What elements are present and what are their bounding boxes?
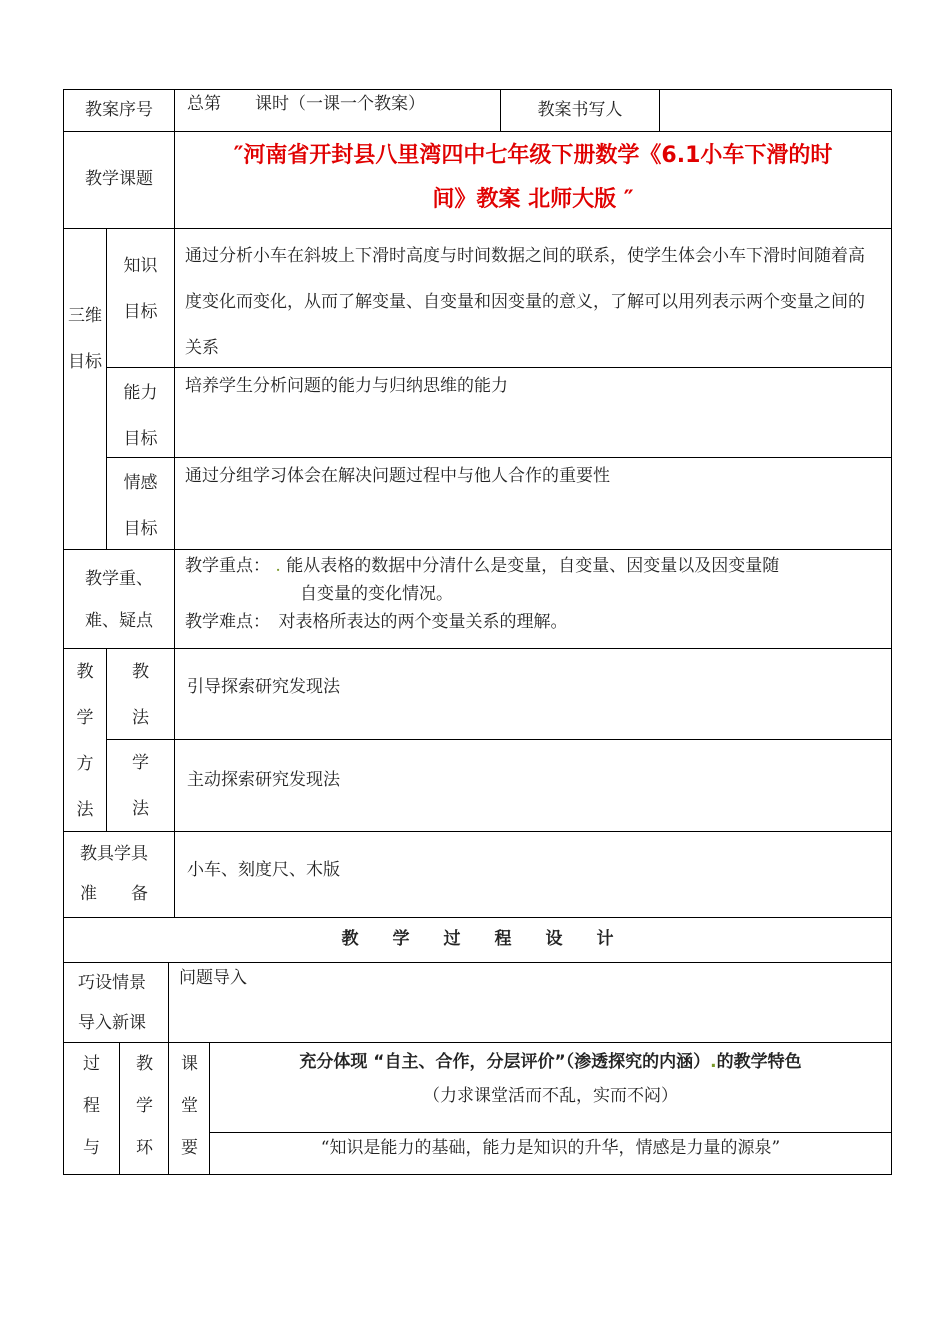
feature-cell [209,1042,892,1133]
keypoints-content [174,549,892,649]
bullet-dot: . [275,556,281,576]
emotion-label: 情感目标 [106,457,175,550]
tools-label-line1: 教具学具 [80,844,148,864]
learn-method-text: 主动探索研究发现法 [174,739,892,832]
intro-label: 巧设情景导入新课 [63,962,169,1043]
tools-label-line2: 准 备 [80,884,148,904]
knowledge-text: 通过分析小车在斜坡上下滑时高度与时间数据之间的联系，使学生体会小车下滑时间随着高度变化而变化，从而了解变量、自变量和因变量的意义，了解可以用列表示两个变量之间的关系 [174,228,892,368]
topic-title-line2: 间》教案 北师大版 ″ [432,187,634,212]
focus-text1: 能从表格的数据中分清什么是变量，自变量、因变量以及因变量随 [286,556,780,576]
writer-label: 教案书写人 [500,89,660,132]
process-col2: 教学环 [119,1042,169,1175]
focus-text2: 自变量的变化情况。 [300,584,453,604]
learn-method-label: 学法 [106,739,175,832]
keypoints-label: 教学重、难、疑点 [63,549,175,649]
tools-text: 小车、刻度尺、木版 [174,831,892,918]
teach-method-text: 引导探索研究发现法 [174,648,892,740]
tools-label [63,831,175,918]
feature-dot: . [710,1052,717,1072]
focus-label: 教学重点： [185,556,270,576]
ability-label: 能力目标 [106,367,175,458]
difficulty-text: 对表格所表达的两个变量关系的理解。 [278,612,568,632]
goals-group-label: 三维目标 [63,228,107,550]
emotion-text: 通过分组学习体会在解决问题过程中与他人合作的重要性 [174,457,892,550]
topic-title-line1: ″河南省开封县八里湾四中七年级下册数学《6.1小车下滑的时 [233,143,833,168]
feature-text-a: 充分体现 “自主、合作，分层评价”（渗透探究的内涵） [299,1052,711,1072]
intro-text: 问题导入 [168,962,892,1043]
feature-subline: （力求课堂活而不乱，实而不闷） [423,1086,678,1106]
methods-group-label: 教学方法 [63,648,107,832]
process-col1: 过程与 [63,1042,120,1175]
topic-title [174,131,892,229]
quote-text: “知识是能力的基础，能力是知识的升华，情感是力量的源泉” [209,1132,892,1175]
period-text: 总第 课时（一课一个教案） [174,89,501,132]
seq-label: 教案序号 [63,89,175,132]
writer-value[interactable] [659,89,892,132]
teach-method-label: 教法 [106,648,175,740]
topic-label: 教学课题 [63,131,175,229]
process-title: 教 学 过 程 设 计 [63,917,892,963]
feature-text-b: 的教学特色 [716,1052,802,1072]
ability-text: 培养学生分析问题的能力与归纳思维的能力 [174,367,892,458]
difficulty-label: 教学难点： [185,612,262,632]
process-col3: 课堂要 [168,1042,210,1175]
knowledge-label: 知识目标 [106,228,175,368]
